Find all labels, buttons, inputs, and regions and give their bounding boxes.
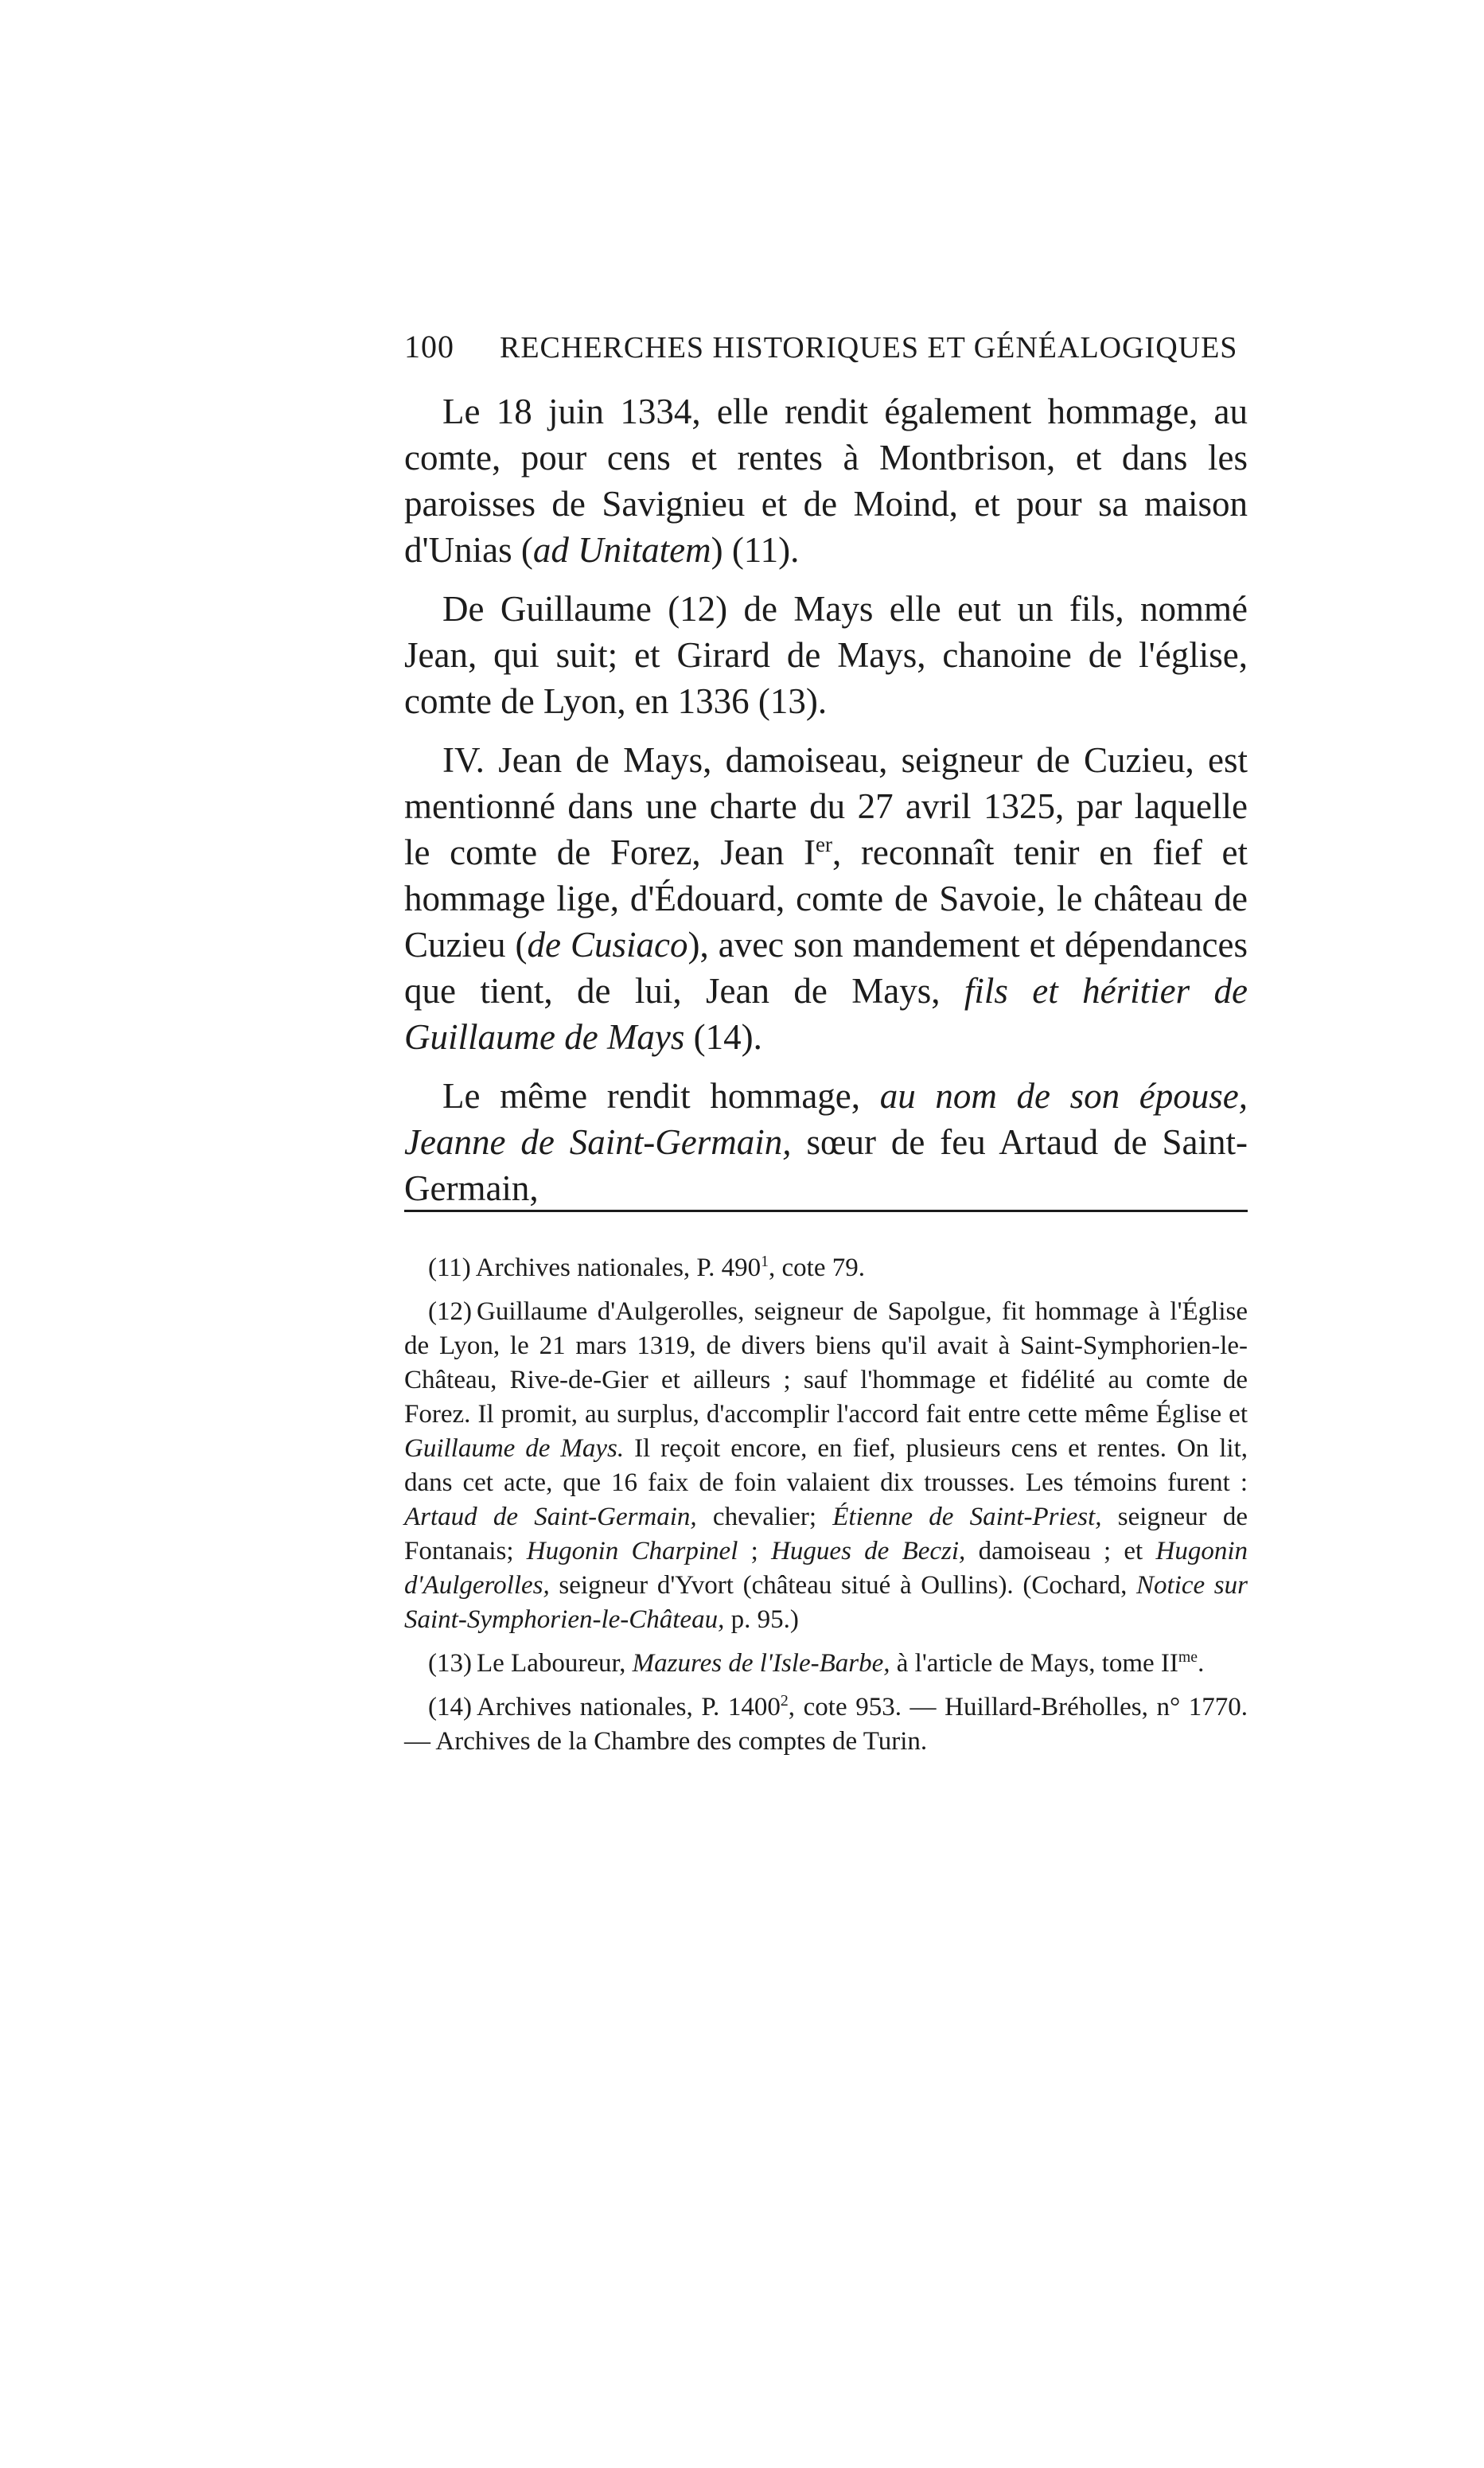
superscript: 2 <box>780 1692 789 1710</box>
italic-run: Hugonin d'Aulgerolles, <box>404 1537 1248 1600</box>
italic-run: Hugues de Beczi, <box>771 1537 966 1565</box>
text-run: Le Laboureur, <box>476 1649 633 1678</box>
text-run: à l'article de Mays, tome II <box>890 1649 1178 1678</box>
text-run: Archives nationales, P. 1400 <box>476 1693 781 1721</box>
text-run: (14). <box>684 1017 762 1057</box>
page-number: 100 <box>404 329 454 365</box>
paragraph-3 <box>404 737 1248 1060</box>
footnote-14 <box>404 1690 1248 1759</box>
italic-run: Mazures de l'Isle-Barbe, <box>632 1649 890 1678</box>
italic-run: Guillaume de Mays. <box>404 1434 625 1463</box>
footnote-number: (11) <box>428 1253 471 1282</box>
text-run: ) (11). <box>711 530 800 570</box>
superscript: 1 <box>761 1253 769 1270</box>
footnote-number: (14) <box>428 1693 472 1721</box>
footnotes <box>404 1251 1248 1768</box>
italic-run: Artaud de Saint-Germain, <box>404 1503 697 1531</box>
superscript: er <box>816 832 832 856</box>
text-run: seigneur d'Yvort (château situé à Oullins). (Cochard, <box>549 1571 1137 1600</box>
text-run: Archives nationales, P. 490 <box>475 1253 761 1282</box>
footnote-number: (13) <box>428 1649 472 1678</box>
main-text <box>404 388 1248 1224</box>
running-header <box>404 328 1248 365</box>
text-run: Guillaume d'Aulgerolles, seigneur de Sapolgue, fit hommage à l'Église de Lyon, le 21 mars 1319, de divers biens qu'il avait à Saint-Symphorien-le-Château, Rive-de-Gier et ailleurs ; sauf l'hommage et fidélité au comte de Forez. Il promit, au surplus, d'accomplir l'accord fait entre cette même Église et <box>404 1297 1248 1429</box>
paragraph-2: De Guillaume (12) de Mays elle eut un fils, nommé Jean, qui suit; et Girard de Mays, chanoine de l'église, comte de Lyon, en 1336 (13). <box>404 589 1248 721</box>
italic-run: de Cusiaco <box>527 925 688 965</box>
italic-run: Hugonin Charpinel <box>526 1537 738 1565</box>
paragraph-4 <box>404 1073 1248 1211</box>
text-run: . <box>1198 1649 1205 1678</box>
italic-run: ad Unitatem <box>532 530 711 570</box>
italic-run: fils et héritier de Guillaume de Mays <box>404 971 1248 1057</box>
text-run: , cote 953. — Huillard-Bréholles, n° 1770. — Archives de la Chambre des comptes de Turin. <box>404 1693 1248 1756</box>
text-run: p. 95.) <box>724 1605 799 1634</box>
text-run: seigneur de Fontanais; <box>404 1503 1248 1565</box>
italic-run: Notice sur Saint-Symphorien-le-Château, <box>404 1571 1248 1634</box>
text-run: Le même rendit hommage, <box>442 1076 880 1116</box>
text-run: Il reçoit encore, en fief, plusieurs cens et rentes. On lit, dans cet acte, que 16 faix de foin valaient dix trousses. Les témoins furent : <box>404 1434 1248 1497</box>
text-run: damoiseau ; et <box>965 1537 1156 1565</box>
footnote-13 <box>404 1647 1248 1681</box>
italic-run: Étienne de Saint-Priest, <box>832 1503 1102 1531</box>
superscript: me <box>1178 1648 1198 1666</box>
text-run: Le 18 juin 1334, elle rendit également hommage, au comte, pour cens et rentes à Montbrison, et dans les paroisses de Savignieu et de Moind, et pour sa maison d'Unias ( <box>404 392 1248 570</box>
paragraph-1 <box>404 388 1248 573</box>
text-run: , reconnaît tenir en fief et hommage lige, d'Édouard, comte de Savoie, le château de Cuzieu ( <box>404 832 1248 965</box>
text-run: chevalier; <box>696 1503 833 1531</box>
running-title: RECHERCHES HISTORIQUES ET GÉNÉALOGIQUES <box>500 331 1238 365</box>
text-run: ; <box>738 1537 772 1565</box>
text-run: ), avec son mandement et dépendances que tient, de lui, Jean de Mays, <box>404 925 1248 1011</box>
italic-run: au nom de son épouse, Jeanne de Saint-Germain, <box>404 1076 1248 1162</box>
footnote-divider <box>404 1210 1248 1212</box>
text-run: IV. Jean de Mays, damoiseau, seigneur de Cuzieu, est mentionné dans une charte du 27 avril 1325, par laquelle le comte de Forez, Jean I <box>404 740 1248 872</box>
footnote-11 <box>404 1251 1248 1285</box>
footnote-12 <box>404 1295 1248 1637</box>
text-run: , cote 79. <box>769 1253 865 1282</box>
footnote-number: (12) <box>428 1297 472 1326</box>
text-run: sœur de feu Artaud de Saint-Germain, <box>404 1122 1248 1208</box>
